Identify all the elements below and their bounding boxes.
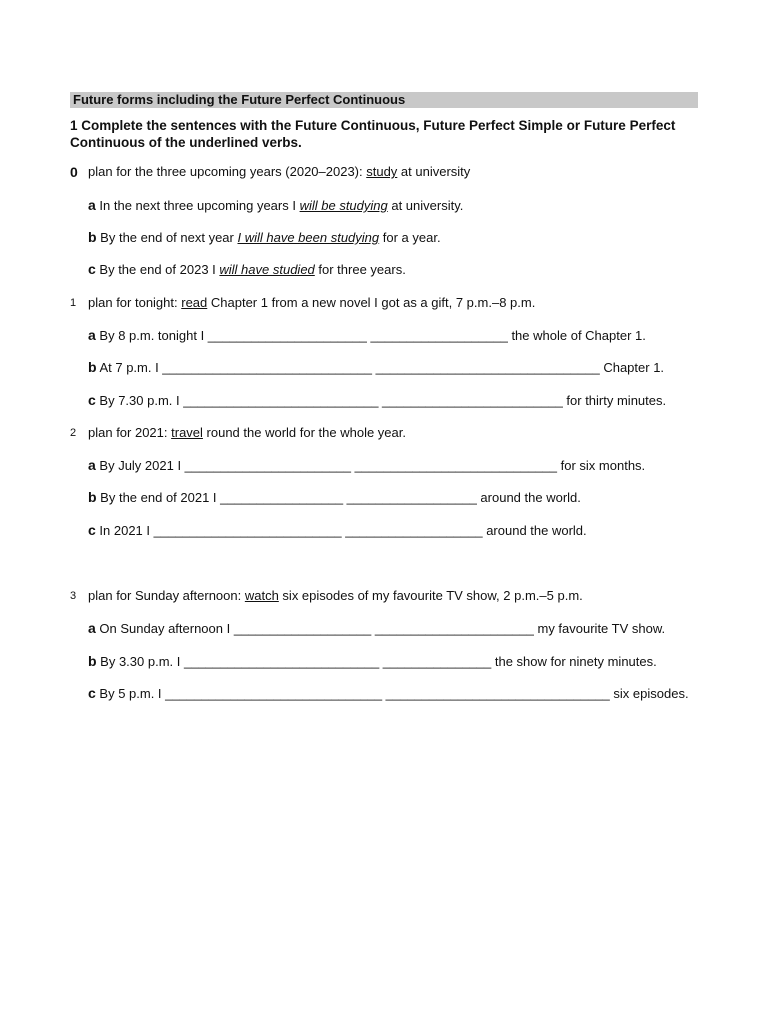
- exercise-number: 1: [70, 297, 77, 309]
- exercise-number: 2: [70, 427, 77, 439]
- blank-sentence: By 3.30 p.m. I ___________________________ _______________ the show for ninety minutes.: [96, 654, 657, 669]
- blank-sentence: By the end of 2021 I _________________ __________________ around the world.: [96, 490, 581, 505]
- item-letter: a: [88, 197, 96, 213]
- sentence-post: for a year.: [379, 230, 441, 245]
- stem-post: round the world for the whole year.: [202, 425, 406, 440]
- sample-answer: will have studied: [219, 262, 315, 277]
- item-letter: b: [88, 489, 97, 505]
- stem-text: [88, 588, 583, 604]
- sentence: [88, 685, 689, 702]
- sentence-post: at university.: [387, 198, 464, 213]
- sentence: [88, 489, 581, 506]
- sentence: [88, 620, 665, 637]
- instructions: 1 Complete the sentences with the Future Continuous, Future Perfect Simple or Future Perfect Continuous of the underlined verbs.: [70, 118, 676, 150]
- blank-sentence: At 7 p.m. I _____________________________ _______________________________ Chapter 1.: [96, 360, 665, 375]
- blank-sentence: In 2021 I __________________________ ___________________ around the world.: [95, 523, 587, 538]
- stem-post: Chapter 1 from a new novel I got as a gift, 7 p.m.–8 p.m.: [207, 295, 536, 310]
- sentence: [88, 197, 463, 214]
- section-title: Future forms including the Future Perfect Continuous: [70, 92, 698, 108]
- item-letter: b: [88, 653, 97, 669]
- item-letter: a: [88, 457, 96, 473]
- sentence: [88, 327, 646, 344]
- stem-text: [88, 295, 535, 311]
- sentence: [88, 522, 587, 539]
- stem-pre: plan for Sunday afternoon:: [88, 588, 245, 603]
- item-letter: c: [88, 392, 96, 408]
- sentence-pre: By the end of 2023 I: [95, 262, 220, 277]
- sentence: [88, 653, 657, 670]
- sample-answer: I will have been studying: [237, 230, 380, 245]
- item-letter: c: [88, 261, 96, 277]
- underlined-verb: watch: [244, 588, 279, 603]
- sentence-pre: By the end of next year: [96, 230, 238, 245]
- stem-pre: plan for tonight:: [88, 295, 182, 310]
- sentence: [88, 392, 666, 409]
- stem-pre: plan for the three upcoming years (2020–2023):: [88, 164, 367, 179]
- blank-sentence: By July 2021 I _______________________ ____________________________ for six months.: [95, 458, 646, 473]
- item-letter: a: [88, 327, 96, 343]
- stem-post: at university: [397, 164, 471, 179]
- exercise-number: 0: [70, 164, 78, 180]
- stem-post: six episodes of my favourite TV show, 2 p.m.–5 p.m.: [278, 588, 583, 603]
- underlined-verb: travel: [171, 425, 203, 440]
- underlined-verb: study: [366, 164, 398, 179]
- blank-sentence: By 7.30 p.m. I ___________________________ _________________________ for thirty minutes.: [95, 393, 667, 408]
- blank-sentence: By 5 p.m. I ______________________________ _______________________________ six episodes.: [95, 686, 689, 701]
- item-letter: b: [88, 229, 97, 245]
- stem-pre: plan for 2021:: [88, 425, 172, 440]
- sentence: [88, 229, 441, 246]
- item-letter: a: [88, 620, 96, 636]
- stem-text: [88, 425, 406, 441]
- sample-answer: will be studying: [299, 198, 388, 213]
- blank-sentence: By 8 p.m. tonight I ______________________ ___________________ the whole of Chapter 1.: [95, 328, 646, 343]
- sentence: [88, 359, 664, 376]
- blank-sentence: On Sunday afternoon I ___________________ ______________________ my favourite TV show.: [95, 621, 666, 636]
- item-letter: c: [88, 522, 96, 538]
- item-letter: c: [88, 685, 96, 701]
- exercise-number: 3: [70, 590, 77, 602]
- sentence-post: for three years.: [314, 262, 406, 277]
- sentence: [88, 261, 406, 278]
- underlined-verb: read: [181, 295, 208, 310]
- sentence-pre: In the next three upcoming years I: [95, 198, 300, 213]
- stem-text: [88, 164, 470, 180]
- sentence: [88, 457, 645, 474]
- item-letter: b: [88, 359, 97, 375]
